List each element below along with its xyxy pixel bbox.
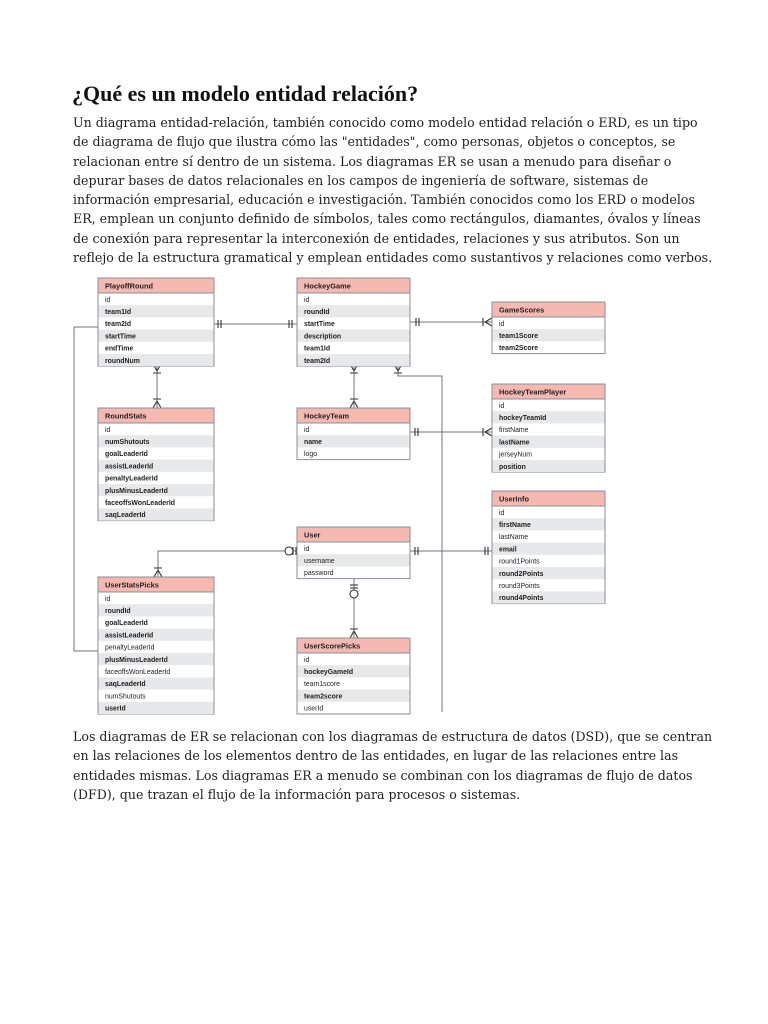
entity-field: goalLeaderId: [105, 451, 148, 459]
entity-field: id: [304, 545, 310, 553]
intro-line: Un diagrama entidad-relación, también conocido como modelo entidad relación o ERD, es un tipo: [73, 115, 698, 130]
entity-field: firstName: [499, 522, 531, 529]
entity-field: round2Points: [499, 570, 544, 578]
entity-round-stats: [98, 408, 214, 521]
intro-line: de diagrama de flujo que ilustra cómo las "entidades", como personas, objetos o conceptos, se: [73, 134, 676, 150]
entity-field: endTime: [105, 345, 134, 353]
entity-field: lastName: [499, 534, 529, 542]
entity-field: team1score: [304, 681, 341, 689]
intro-line: relacionan entre sí dentro de un sistema. Los diagramas ER se usan a menudo para diseñar o: [73, 153, 672, 169]
entity-hockey-game: [297, 278, 410, 366]
relationship-line: [158, 551, 297, 577]
entity-field: position: [499, 463, 526, 471]
entity-field: logo: [304, 451, 318, 459]
entity-field: userId: [304, 705, 324, 713]
relationship-line: [74, 327, 98, 651]
entity-field: team1Id: [105, 309, 132, 316]
entity-field: id: [105, 296, 111, 304]
entity-field: assistLeaderId: [105, 632, 154, 640]
entity-field: team2score: [304, 693, 343, 701]
er-diagram: [60, 270, 610, 722]
entity-field: name: [304, 439, 323, 446]
closing-line: en las relaciones de los elementos dentro de las entidades, en lugar de las relaciones entre las: [73, 748, 679, 764]
entity-field: faceoffsWonLeaderId: [105, 669, 171, 676]
entity-field: faceoffsWonLeaderId: [105, 500, 175, 507]
closing-line: (DFD), que trazan el flujo de la información para procesos o sistemas.: [73, 786, 521, 802]
entity-field: id: [105, 426, 111, 434]
entity-hockey-team: [297, 408, 410, 460]
entity-name: GameScores: [499, 305, 545, 315]
entity-field: roundId: [105, 608, 131, 615]
entity-field: team2Score: [499, 345, 539, 353]
entity-name: UserStatsPicks: [105, 580, 159, 590]
entity-field: startTime: [105, 333, 136, 341]
entity-name: HockeyTeam: [304, 411, 350, 421]
intro-line: ER, emplean un conjunto definido de símbolos, tales como rectángulos, diamantes, óvalos y líneas: [73, 211, 701, 227]
entity-user-stats-picks: [98, 577, 214, 714]
entity-user-info: [492, 491, 605, 604]
entity-field: roundId: [304, 309, 330, 316]
entity-name: UserInfo: [499, 494, 529, 504]
intro-line: reflejo de la estructura gramatical y emplean entidades como sustantivos y relaciones como verbos.: [73, 250, 713, 266]
entity-name: RoundStats: [105, 411, 147, 421]
entity-field: id: [499, 509, 505, 517]
zero-mark: [285, 547, 293, 555]
entity-field: round4Points: [499, 595, 544, 603]
closing-paragraph: [73, 727, 713, 804]
intro-line: depurar bases de datos relacionales en los campos de ingeniería de software, sistemas de: [73, 172, 649, 188]
entity-name: PlayoffRound: [105, 281, 154, 291]
entity-field: hockeyGameId: [304, 669, 354, 676]
entity-field: description: [304, 333, 342, 341]
entity-field: id: [304, 296, 310, 304]
entity-name: User: [304, 530, 321, 540]
entity-field: id: [304, 426, 310, 434]
entity-field: numShutouts: [105, 693, 146, 701]
closing-line: Los diagramas de ER se relacionan con los diagramas de estructura de datos (DSD), que se centran: [73, 729, 713, 744]
entity-user: [297, 527, 410, 579]
intro-paragraph: [73, 113, 713, 267]
entity-field: saqLeaderId: [105, 681, 146, 689]
entity-field: plusMinusLeaderId: [105, 487, 168, 495]
entity-name: HockeyGame: [304, 281, 351, 291]
entity-field: team2Id: [304, 357, 331, 365]
entity-field: id: [105, 595, 111, 603]
entity-hockey-team-player: [492, 384, 605, 472]
entity-field: id: [499, 320, 505, 328]
entity-field: team2Id: [105, 321, 132, 329]
entity-field: round1Points: [499, 558, 540, 566]
entity-field: numShutouts: [105, 439, 150, 446]
zero-mark: [350, 590, 358, 598]
closing-line: entidades mismas. Los diagramas ER a menudo se combinan con los diagramas de flujo de datos: [73, 767, 693, 783]
entity-game-scores: [492, 302, 605, 354]
intro-line: de conexión para representar la interconexión de entidades, relaciones y sus atributos. Son un: [73, 230, 680, 246]
entity-field: assistLeaderId: [105, 463, 154, 471]
entity-field: saqLeaderId: [105, 512, 146, 520]
entity-field: plusMinusLeaderId: [105, 656, 168, 664]
entity-field: goalLeaderId: [105, 620, 148, 628]
entity-field: roundNum: [105, 357, 140, 365]
entity-field: password: [304, 570, 334, 578]
entity-field: username: [304, 558, 335, 565]
entity-field: penaltyLeaderId: [105, 475, 158, 483]
entity-field: startTime: [304, 321, 335, 329]
entity-user-score-picks: [297, 638, 410, 714]
entity-field: team1Id: [304, 345, 331, 353]
entity-field: userId: [105, 705, 126, 713]
entity-field: email: [499, 546, 517, 554]
entity-field: id: [304, 656, 310, 664]
entity-name: HockeyTeamPlayer: [499, 387, 567, 397]
entity-field: lastName: [499, 439, 530, 447]
entity-field: team1Score: [499, 333, 539, 340]
entity-field: firstName: [499, 427, 529, 435]
entity-field: round3Points: [499, 583, 540, 590]
entity-field: jerseyNum: [499, 451, 532, 459]
page-title: ¿Qué es un modelo entidad relación?: [72, 81, 419, 106]
entity-field: penaltyLeaderId: [105, 644, 155, 652]
entity-playoff-round: [98, 278, 214, 366]
intro-line: información empresarial, educación e investigación. También conocidos como los ERD o modelos: [73, 192, 695, 208]
entity-name: UserScorePicks: [304, 641, 361, 651]
entity-field: hockeyTeamId: [499, 415, 547, 422]
entity-field: id: [499, 402, 505, 410]
